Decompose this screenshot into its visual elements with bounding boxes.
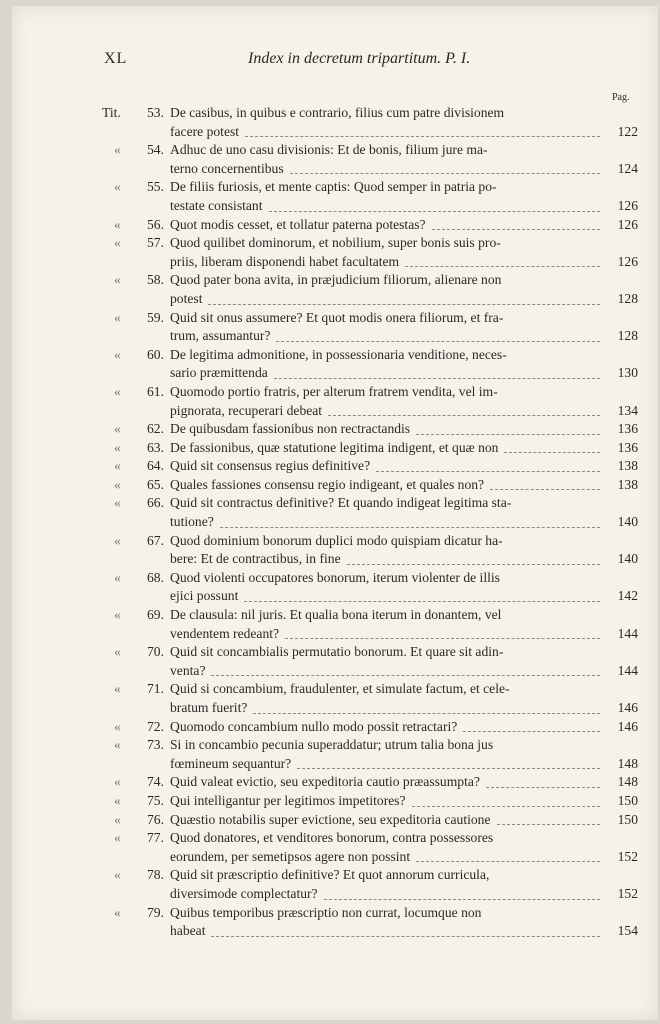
entry-line [170, 476, 606, 495]
ditto-mark: « [114, 476, 121, 492]
toc-entry [102, 178, 642, 215]
dot-leader [324, 898, 600, 900]
ditto-mark: « [114, 792, 121, 808]
entry-line [170, 327, 606, 346]
entry-number: 73. [147, 737, 164, 753]
entry-line: Quod donatores, et venditores bonorum, contra possessores [170, 830, 494, 846]
ditto-mark: « [114, 495, 121, 511]
entry-text [170, 792, 606, 811]
page-number: 152 [617, 848, 638, 864]
entry-line [170, 792, 606, 811]
page-number: 150 [617, 792, 638, 808]
toc-entry [102, 439, 642, 458]
entry-line-text: facere potest [170, 123, 240, 139]
entry-line-text: priis, liberam disponendi habet facultatem [170, 253, 400, 269]
entry-line [170, 699, 606, 718]
page-number: 128 [617, 290, 638, 306]
entry-text [170, 569, 606, 606]
entry-text [170, 736, 606, 773]
page-number: 148 [617, 755, 638, 771]
ditto-mark: « [114, 439, 121, 455]
ditto-mark: « [114, 681, 121, 697]
ditto-mark: « [114, 569, 121, 585]
dot-leader [486, 786, 600, 788]
entry-text [170, 904, 606, 941]
entry-number: 75. [147, 792, 164, 808]
entry-line: Quod dominium bonorum duplici modo quispiam dicatur ha- [170, 532, 503, 548]
dot-leader [497, 823, 600, 825]
dot-leader [274, 377, 600, 379]
entry-number: 66. [147, 495, 164, 511]
entry-line: Quibus temporibus præscriptio non currat, locumque non [170, 904, 482, 920]
entry-line-text: diversimode complectatur? [170, 885, 318, 901]
entry-line-text: terno concernentibus [170, 160, 284, 176]
entry-number: 69. [147, 607, 164, 623]
page-number: 122 [617, 123, 638, 139]
entry-number: 63. [147, 439, 164, 455]
page-number: 146 [617, 700, 638, 715]
toc-entry [102, 569, 642, 606]
entry-line-text: tutione? [170, 514, 214, 530]
entry-line: Quod quilibet dominorum, et nobilium, super bonis suis pro- [170, 235, 501, 251]
page-number: 140 [617, 551, 638, 567]
table-of-contents [102, 104, 642, 941]
toc-entry [102, 216, 642, 235]
entry-line-text: bratum fuerit? [170, 700, 248, 715]
dot-leader [405, 265, 600, 267]
ditto-mark: « [114, 904, 121, 920]
entry-line-text: De fassionibus, quæ statutione legitima indigent, et quæ non [170, 439, 499, 455]
dot-leader [347, 563, 600, 565]
entry-text [170, 420, 606, 439]
ditto-mark: « [114, 216, 121, 232]
toc-entry [102, 811, 642, 830]
entry-text [170, 383, 606, 420]
entry-line: Quid sit onus assumere? Et quot modis onera filiorum, et fra- [170, 309, 504, 325]
page-number: 138 [617, 476, 638, 492]
entry-line: De filiis furiosis, et mente captis: Quod semper in patria po- [170, 179, 497, 195]
page-number: 124 [617, 160, 638, 176]
dot-leader [211, 674, 600, 676]
page-number: 128 [617, 328, 638, 344]
ditto-mark: « [114, 532, 121, 548]
dot-leader [269, 210, 601, 212]
entry-line [170, 439, 606, 458]
ditto-mark: « [114, 830, 121, 846]
entry-text [170, 141, 606, 178]
entry-number: 58. [147, 272, 164, 288]
entry-text [170, 271, 606, 308]
entry-line [170, 718, 606, 737]
entry-line [170, 550, 606, 569]
toc-entry [102, 457, 642, 476]
entry-line [170, 420, 606, 439]
dot-leader [328, 414, 600, 416]
entry-text [170, 829, 606, 866]
entry-number: 68. [147, 569, 164, 585]
entry-line: Quomodo portio fratris, per alterum fratrem vendita, vel im- [170, 383, 498, 399]
entry-line-text: eorundem, per semetipsos agere non possint [170, 848, 411, 864]
entry-text [170, 476, 606, 495]
entry-line: Quid sit concambialis permutatio bonorum. Et quare sit adin- [170, 644, 504, 660]
ditto-mark: « [114, 867, 121, 883]
folio-number: XL [104, 50, 128, 67]
entry-line-text: potest [170, 290, 203, 306]
dot-leader [412, 805, 600, 807]
entry-line [170, 290, 606, 309]
entry-line-text: pignorata, recuperari debeat [170, 402, 323, 418]
entry-line: De casibus, in quibus e contrario, filius cum patre divisionem [170, 105, 505, 120]
entry-line [170, 587, 606, 606]
entry-number: 67. [147, 532, 164, 548]
dot-leader [285, 637, 600, 639]
entry-text [170, 178, 606, 215]
ditto-mark: « [114, 383, 121, 399]
page-number: 136 [617, 439, 638, 455]
page-number: 150 [617, 811, 638, 827]
book-page [12, 6, 658, 1020]
entry-number: 61. [147, 383, 164, 399]
page-column-label: Pag. [612, 92, 630, 103]
entry-number: 65. [147, 476, 164, 492]
entry-line [170, 885, 606, 904]
toc-entry [102, 792, 642, 811]
entry-number: 70. [147, 644, 164, 660]
ditto-mark: « [114, 179, 121, 195]
entry-line [170, 848, 606, 867]
ditto-mark: « [114, 142, 121, 158]
toc-entry [102, 346, 642, 383]
entry-line: Quid si concambium, fraudulenter, et simulate factum, et cele- [170, 681, 510, 697]
page-number: 126 [617, 216, 638, 232]
entry-line: De legitima admonitione, in possessionaria venditione, neces- [170, 346, 507, 362]
entry-line-text: habeat [170, 923, 206, 939]
toc-entry [102, 234, 642, 271]
toc-entry [102, 643, 642, 680]
entry-text [170, 457, 606, 476]
entry-line [170, 253, 606, 272]
entry-line-text: Quales fassiones consensu regio indigeant, et quales non? [170, 476, 485, 492]
toc-entry [102, 104, 642, 141]
toc-entry [102, 141, 642, 178]
dot-leader [290, 172, 600, 174]
toc-entry [102, 866, 642, 903]
entry-line [170, 662, 606, 681]
dot-leader [490, 488, 600, 490]
entry-line [170, 402, 606, 421]
entry-line-text: vendentem redeant? [170, 625, 280, 641]
ditto-mark: « [114, 272, 121, 288]
entry-number: 60. [147, 346, 164, 362]
dot-leader [432, 228, 600, 230]
entry-text [170, 606, 606, 643]
toc-entry [102, 773, 642, 792]
entry-line-text: Quomodo concambium nullo modo possit retractari? [170, 718, 458, 734]
page-number: 140 [617, 514, 638, 530]
entry-number: 56. [147, 216, 164, 232]
entry-line-text: Quot modis cesset, et tollatur paterna potestas? [170, 216, 426, 232]
entry-line [170, 123, 606, 142]
entry-line: De clausula: nil juris. Et qualia bona iterum in donantem, vel [170, 607, 502, 623]
running-title: Index in decretum tripartitum. P. I. [248, 50, 471, 67]
ditto-mark: « [114, 309, 121, 325]
ditto-mark: « [114, 346, 121, 362]
entry-number: 54. [147, 142, 164, 158]
entry-text [170, 216, 606, 235]
page-number: 152 [617, 885, 638, 901]
entry-line-text: ejici possunt [170, 588, 239, 604]
entry-line [170, 513, 606, 532]
entry-line-text: Quæstio notabilis super evictione, seu expeditoria cautione [170, 811, 491, 827]
ditto-mark: « [114, 458, 121, 474]
ditto-mark: « [114, 644, 121, 660]
entry-line [170, 160, 606, 179]
entry-line [170, 364, 606, 383]
entry-line [170, 625, 606, 644]
running-header [104, 50, 624, 74]
entry-line-text: fœmineum sequantur? [170, 755, 292, 771]
entry-number: 77. [147, 830, 164, 846]
dot-leader [220, 526, 600, 528]
entry-line [170, 922, 606, 941]
dot-leader [276, 340, 600, 342]
page-number: 126 [617, 253, 638, 269]
entry-line: Quod pater bona avita, in præjudicium filiorum, alienare non [170, 272, 502, 288]
dot-leader [297, 767, 600, 769]
entry-line [170, 457, 606, 476]
entry-number: 62. [147, 421, 164, 437]
entry-text [170, 439, 606, 458]
entry-text [170, 773, 606, 792]
entry-text [170, 346, 606, 383]
entry-text [170, 866, 606, 903]
ditto-mark: « [114, 421, 121, 437]
entry-line [170, 773, 606, 792]
ditto-mark: « [114, 607, 121, 623]
entry-line-text: bere: Et de contractibus, in fine [170, 551, 341, 567]
entry-text [170, 811, 606, 830]
ditto-mark: « [114, 774, 121, 790]
dot-leader [416, 860, 600, 862]
entry-line: Si in concambio pecunia superaddatur; utrum talia bona jus [170, 737, 494, 753]
ditto-mark: « [114, 718, 121, 734]
page-number: 134 [617, 402, 638, 418]
entry-line-text: Quid sit consensus regius definitive? [170, 458, 371, 474]
title-abbreviation: Tit. [102, 105, 121, 120]
entry-line-text: trum, assumantur? [170, 328, 271, 344]
page-number: 126 [617, 197, 638, 213]
entry-number: 71. [147, 681, 164, 697]
entry-line-text: Qui intelligantur per legitimos impetitores? [170, 792, 406, 808]
dot-leader [253, 712, 600, 714]
entry-number: 74. [147, 774, 164, 790]
page-number: 130 [617, 365, 638, 381]
toc-entry [102, 476, 642, 495]
entry-number: 53. [147, 105, 164, 120]
entry-text [170, 718, 606, 737]
dot-leader [211, 935, 600, 937]
dot-leader [376, 470, 600, 472]
ditto-mark: « [114, 811, 121, 827]
page-number: 144 [617, 625, 638, 641]
page-number: 142 [617, 588, 638, 604]
dot-leader [245, 135, 600, 137]
entry-line-text: sario præmittenda [170, 365, 268, 381]
dot-leader [244, 600, 600, 602]
page-number: 154 [617, 923, 638, 939]
entry-number: 55. [147, 179, 164, 195]
toc-entry [102, 494, 642, 531]
entry-line: Quid sit præscriptio definitive? Et quot annorum curricula, [170, 867, 490, 883]
entry-line-text: venta? [170, 662, 206, 678]
ditto-mark: « [114, 235, 121, 251]
toc-entry [102, 904, 642, 941]
entry-number: 78. [147, 867, 164, 883]
entry-text [170, 234, 606, 271]
entry-number: 79. [147, 904, 164, 920]
entry-number: 64. [147, 458, 164, 474]
toc-entry [102, 309, 642, 346]
entry-text [170, 104, 606, 141]
entry-number: 59. [147, 309, 164, 325]
page-number: 146 [617, 718, 638, 734]
entry-number: 72. [147, 718, 164, 734]
ditto-mark: « [114, 737, 121, 753]
entry-line: Quod violenti occupatores bonorum, iterum violenter de illis [170, 569, 500, 585]
dot-leader [208, 303, 600, 305]
entry-line [170, 755, 606, 774]
toc-entry [102, 736, 642, 773]
toc-entry [102, 383, 642, 420]
entry-line: Quid sit contractus definitive? Et quando indigeat legitima sta- [170, 495, 512, 511]
toc-entry [102, 829, 642, 866]
page-number: 136 [617, 421, 638, 437]
toc-entry [102, 532, 642, 569]
toc-entry [102, 606, 642, 643]
dot-leader [504, 451, 600, 453]
toc-entry [102, 680, 642, 717]
entry-text [170, 494, 606, 531]
entry-line [170, 197, 606, 216]
toc-entry [102, 271, 642, 308]
entry-text [170, 680, 606, 717]
dot-leader [463, 730, 600, 732]
entry-line-text: Quid valeat evictio, seu expeditoria cautio præassumpta? [170, 774, 480, 790]
toc-entry [102, 718, 642, 737]
page-number: 148 [617, 774, 638, 790]
entry-line-text: testate consistant [170, 197, 263, 213]
entry-line [170, 811, 606, 830]
entry-text [170, 532, 606, 569]
entry-line-text: De quibusdam fassionibus non rectractandis [170, 421, 411, 437]
page-number: 144 [617, 662, 638, 678]
toc-entry [102, 420, 642, 439]
entry-text [170, 309, 606, 346]
dot-leader [416, 433, 600, 435]
page-number: 138 [617, 458, 638, 474]
entry-number: 76. [147, 811, 164, 827]
entry-number: 57. [147, 235, 164, 251]
entry-text [170, 643, 606, 680]
entry-line: Adhuc de uno casu divisionis: Et de bonis, filium jure ma- [170, 142, 488, 158]
entry-line [170, 216, 606, 235]
